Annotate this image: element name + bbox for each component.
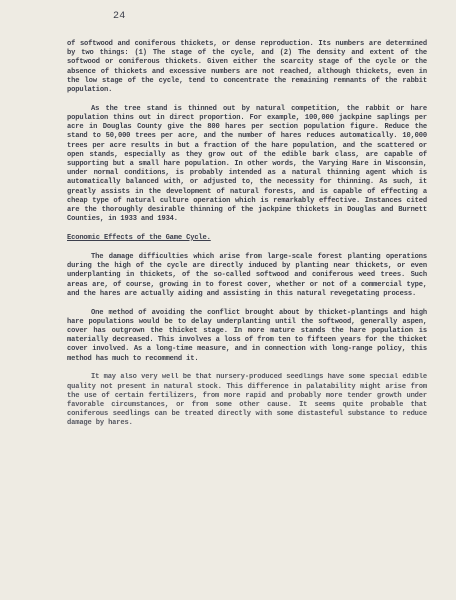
document-body <box>67 40 427 438</box>
paragraph-4: One method of avoiding the conflict brought about by thicket-plantings and high hare populations would be to delay underplanting until the softwood, generally aspen, cover has outgrown the thicket stage. In more mature stands the hare population is materially decreased. This involves a loss of from ten to fifteen years for the thicket cover involved. As a long-time measure, and in connection with long-range policy, this method has much to recommend it. <box>67 308 427 363</box>
section-heading: Economic Effects of the Game Cycle. <box>67 233 211 242</box>
paragraph-2: As the tree stand is thinned out by natural competition, the rabbit or hare population thins out in direct proportion. For example, 100,000 jackpine saplings per acre in Douglas County give the 800 hares per section population figure. Reduce the stand to 50,000 trees per acre, and the number of hares reduces automatically. 10,000 trees per acre results in but a fraction of the hare population, and the scattered or open stands, especially as they grow out of the edible bark class, are capable of supporting but a small hare population. In other words, the Varying Hare in Wisconsin, under normal conditions, is probably intended as a natural thinning agent which is automatically balanced with, or adjusted to, the necessity for thinning. As such, it greatly assists in the development of natural forests, and is capable of effecting a cheap type of natural culture operation which is remarkably effective. Instances cited are the thoroughly desirable thinning of the jackpine thickets in Douglas and Burnett Counties, in 1933 and 1934. <box>67 104 427 224</box>
page-number: 24 <box>113 11 126 22</box>
paragraph-1: of softwood and coniferous thickets, or dense reproduction. Its numbers are determined by two things: (1) The stage of the cycle, and (2) The density and extent of the softwood or coniferous thickets. Given either the scarcity stage of the cycle or the absence of thickets and excessive numbers are not reached, although thickets, even in the low stage of the cycle, tend to concentrate the remaining remnants of the rabbit population. <box>67 40 427 95</box>
paragraph-5: It may also very well be that nursery-produced seedlings have some special edible quality not present in natural stock. This difference in palatability might arise from the use of certain fertilizers, from more rapid and probably more tender growth under favorable circumstances, or from some other cause. It seems quite probable that coniferous seedlings can be treated directly with some distasteful substance to reduce damage by hares. <box>67 373 427 428</box>
paragraph-3: The damage difficulties which arise from large-scale forest planting operations during the high of the cycle are directly induced by planting near thickets, or even underplanting in thickets, of the so-called softwood and coniferous weed trees. Such areas are, of course, growing in to forest cover, whether or not of a commercial type, and the hares are actually aiding and assisting in this natural revegetating process. <box>67 253 427 298</box>
